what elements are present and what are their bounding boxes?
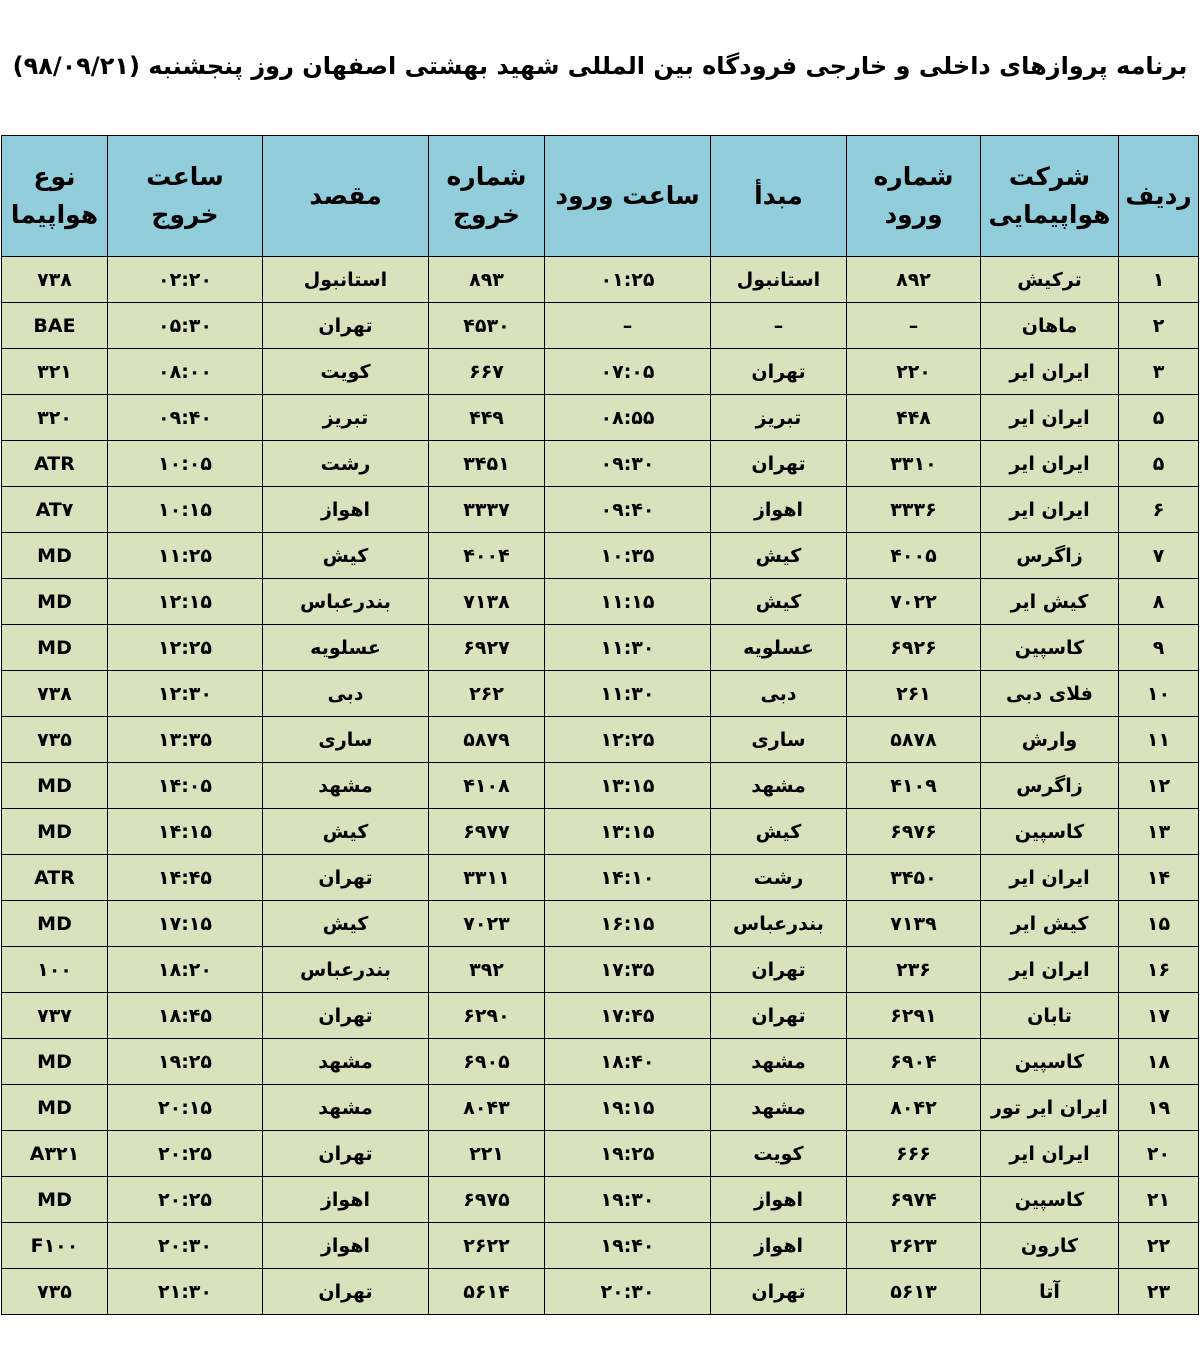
cell-aircraft-type: AT۷ [2, 487, 108, 533]
cell-destination: کیش [263, 809, 429, 855]
cell-aircraft-type: MD [2, 533, 108, 579]
header-departure-number: شماره خروج [429, 136, 545, 257]
cell-departure-number: ۲۶۲۲ [429, 1223, 545, 1269]
cell-row-number: ۲۰ [1119, 1131, 1199, 1177]
cell-origin: تبریز [711, 395, 847, 441]
cell-departure-number: ۲۶۲ [429, 671, 545, 717]
cell-aircraft-type: ۳۲۱ [2, 349, 108, 395]
cell-aircraft-type: BAE [2, 303, 108, 349]
cell-airline: ایران ایر [981, 441, 1119, 487]
table-header-row [2, 136, 1199, 257]
cell-destination: عسلویه [263, 625, 429, 671]
cell-departure-number: ۶۹۰۵ [429, 1039, 545, 1085]
cell-aircraft-type: MD [2, 1177, 108, 1223]
cell-arrival-time: ۰۹:۳۰ [545, 441, 711, 487]
cell-origin: رشت [711, 855, 847, 901]
table-row [2, 671, 1199, 717]
cell-arrival-number: ۶۲۹۱ [847, 993, 981, 1039]
cell-airline: آتا [981, 1269, 1119, 1315]
table-row [2, 717, 1199, 763]
cell-arrival-number: ۲۶۲۳ [847, 1223, 981, 1269]
cell-origin: کیش [711, 533, 847, 579]
cell-row-number: ۸ [1119, 579, 1199, 625]
cell-origin: تهران [711, 1269, 847, 1315]
cell-destination: مشهد [263, 763, 429, 809]
cell-departure-number: ۸۹۳ [429, 257, 545, 303]
cell-departure-number: ۶۲۹۰ [429, 993, 545, 1039]
header-arrival-time: ساعت ورود [545, 136, 711, 257]
cell-departure-number: ۳۳۳۷ [429, 487, 545, 533]
cell-airline: ایران ایر تور [981, 1085, 1119, 1131]
cell-departure-number: ۶۹۲۷ [429, 625, 545, 671]
cell-row-number: ۱۹ [1119, 1085, 1199, 1131]
cell-departure-time: ۱۳:۳۵ [108, 717, 263, 763]
cell-arrival-time: ۰۹:۴۰ [545, 487, 711, 533]
cell-airline: کاسپین [981, 809, 1119, 855]
cell-aircraft-type: ۳۲۰ [2, 395, 108, 441]
cell-airline: ایران ایر [981, 947, 1119, 993]
cell-origin: اهواز [711, 1177, 847, 1223]
table-row [2, 395, 1199, 441]
cell-arrival-time: ۱۹:۱۵ [545, 1085, 711, 1131]
cell-arrival-number: ۷۱۳۹ [847, 901, 981, 947]
header-departure-time: ساعت خروج [108, 136, 263, 257]
header-destination: مقصد [263, 136, 429, 257]
cell-arrival-number: ۶۹۲۶ [847, 625, 981, 671]
cell-airline: ایران ایر [981, 349, 1119, 395]
header-airline: شرکت هواپیمایی [981, 136, 1119, 257]
cell-arrival-time: ۱۹:۴۰ [545, 1223, 711, 1269]
cell-airline: کاسپین [981, 1039, 1119, 1085]
cell-departure-time: ۲۰:۲۵ [108, 1131, 263, 1177]
cell-destination: بندرعباس [263, 947, 429, 993]
cell-destination: تبریز [263, 395, 429, 441]
table-row [2, 1085, 1199, 1131]
cell-airline: کارون [981, 1223, 1119, 1269]
cell-aircraft-type: ATR [2, 855, 108, 901]
cell-departure-time: ۱۷:۱۵ [108, 901, 263, 947]
cell-row-number: ۲ [1119, 303, 1199, 349]
cell-departure-number: ۶۹۷۷ [429, 809, 545, 855]
cell-departure-number: ۳۳۱۱ [429, 855, 545, 901]
cell-departure-time: ۱۸:۴۵ [108, 993, 263, 1039]
cell-departure-time: ۱۰:۱۵ [108, 487, 263, 533]
cell-departure-number: ۷۱۳۸ [429, 579, 545, 625]
cell-arrival-number: ۴۰۰۵ [847, 533, 981, 579]
cell-origin: مشهد [711, 1085, 847, 1131]
cell-origin: دبی [711, 671, 847, 717]
cell-departure-number: ۵۸۷۹ [429, 717, 545, 763]
cell-row-number: ۱۶ [1119, 947, 1199, 993]
cell-arrival-number: ۲۲۰ [847, 349, 981, 395]
cell-departure-time: ۱۴:۱۵ [108, 809, 263, 855]
cell-arrival-time: ۱۶:۱۵ [545, 901, 711, 947]
cell-departure-number: ۴۵۳۰ [429, 303, 545, 349]
cell-departure-time: ۱۸:۲۰ [108, 947, 263, 993]
cell-aircraft-type: MD [2, 1085, 108, 1131]
cell-airline: ایران ایر [981, 395, 1119, 441]
cell-origin: کویت [711, 1131, 847, 1177]
cell-row-number: ۷ [1119, 533, 1199, 579]
table-row [2, 533, 1199, 579]
cell-origin: تهران [711, 993, 847, 1039]
cell-aircraft-type: ۷۳۸ [2, 671, 108, 717]
cell-arrival-time: ۰۱:۲۵ [545, 257, 711, 303]
cell-departure-time: ۰۸:۰۰ [108, 349, 263, 395]
cell-row-number: ۲۳ [1119, 1269, 1199, 1315]
cell-departure-number: ۴۰۰۴ [429, 533, 545, 579]
cell-airline: کاسپین [981, 1177, 1119, 1223]
cell-origin: استانبول [711, 257, 847, 303]
cell-arrival-time: ۰۸:۵۵ [545, 395, 711, 441]
cell-origin: مشهد [711, 763, 847, 809]
cell-arrival-number: ۸۰۴۲ [847, 1085, 981, 1131]
cell-destination: استانبول [263, 257, 429, 303]
cell-departure-number: ۵۶۱۴ [429, 1269, 545, 1315]
cell-row-number: ۱۰ [1119, 671, 1199, 717]
cell-departure-number: ۸۰۴۳ [429, 1085, 545, 1131]
cell-destination: اهواز [263, 487, 429, 533]
cell-origin: تهران [711, 947, 847, 993]
table-row [2, 625, 1199, 671]
cell-row-number: ۱۳ [1119, 809, 1199, 855]
cell-origin: اهواز [711, 1223, 847, 1269]
cell-airline: ایران ایر [981, 1131, 1119, 1177]
cell-destination: ساری [263, 717, 429, 763]
cell-airline: زاگرس [981, 763, 1119, 809]
cell-airline: فلای دبی [981, 671, 1119, 717]
cell-row-number: ۱۴ [1119, 855, 1199, 901]
cell-arrival-time: ۱۱:۳۰ [545, 625, 711, 671]
cell-arrival-number: ۶۹۰۴ [847, 1039, 981, 1085]
cell-departure-number: ۷۰۲۳ [429, 901, 545, 947]
cell-departure-time: ۱۲:۲۵ [108, 625, 263, 671]
cell-arrival-time: ۱۷:۴۵ [545, 993, 711, 1039]
table-row [2, 1039, 1199, 1085]
cell-arrival-time: ۱۴:۱۰ [545, 855, 711, 901]
table-row [2, 809, 1199, 855]
cell-destination: تهران [263, 1131, 429, 1177]
table-row [2, 993, 1199, 1039]
cell-arrival-number: ۵۶۱۳ [847, 1269, 981, 1315]
cell-aircraft-type: ۷۳۵ [2, 1269, 108, 1315]
header-arrival-number: شماره ورود [847, 136, 981, 257]
cell-arrival-time: ۱۹:۲۵ [545, 1131, 711, 1177]
cell-departure-number: ۳۴۵۱ [429, 441, 545, 487]
cell-departure-time: ۲۰:۱۵ [108, 1085, 263, 1131]
cell-arrival-number: – [847, 303, 981, 349]
cell-departure-time: ۰۹:۴۰ [108, 395, 263, 441]
cell-departure-time: ۲۱:۳۰ [108, 1269, 263, 1315]
cell-aircraft-type: MD [2, 809, 108, 855]
cell-row-number: ۵ [1119, 395, 1199, 441]
cell-airline: ماهان [981, 303, 1119, 349]
cell-arrival-time: ۱۸:۴۰ [545, 1039, 711, 1085]
cell-origin: اهواز [711, 487, 847, 533]
cell-row-number: ۱۱ [1119, 717, 1199, 763]
cell-arrival-time: ۱۱:۳۰ [545, 671, 711, 717]
cell-arrival-number: ۳۳۱۰ [847, 441, 981, 487]
cell-departure-number: ۶۶۷ [429, 349, 545, 395]
cell-aircraft-type: ۷۳۸ [2, 257, 108, 303]
cell-origin: ساری [711, 717, 847, 763]
cell-destination: کیش [263, 533, 429, 579]
cell-aircraft-type: MD [2, 763, 108, 809]
cell-aircraft-type: MD [2, 579, 108, 625]
cell-departure-time: ۱۲:۱۵ [108, 579, 263, 625]
cell-arrival-time: ۱۲:۲۵ [545, 717, 711, 763]
cell-departure-number: ۴۱۰۸ [429, 763, 545, 809]
cell-row-number: ۱۷ [1119, 993, 1199, 1039]
header-row-number: ردیف [1119, 136, 1199, 257]
cell-destination: مشهد [263, 1085, 429, 1131]
table-row [2, 441, 1199, 487]
cell-destination: اهواز [263, 1177, 429, 1223]
cell-row-number: ۱۲ [1119, 763, 1199, 809]
page-title: برنامه پروازهای داخلی و خارجی فرودگاه بین المللی شهید بهشتی اصفهان روز پنجشنبه (۹۸/۰۹/۲۱) [12, 52, 1188, 80]
table-row [2, 1223, 1199, 1269]
table-row [2, 579, 1199, 625]
cell-aircraft-type: ۷۳۵ [2, 717, 108, 763]
cell-departure-time: ۱۱:۲۵ [108, 533, 263, 579]
cell-departure-time: ۱۹:۲۵ [108, 1039, 263, 1085]
table-row [2, 1131, 1199, 1177]
cell-departure-time: ۱۴:۰۵ [108, 763, 263, 809]
cell-arrival-time: ۱۳:۱۵ [545, 809, 711, 855]
cell-destination: تهران [263, 1269, 429, 1315]
cell-airline: تابان [981, 993, 1119, 1039]
cell-arrival-time: ۱۱:۱۵ [545, 579, 711, 625]
cell-row-number: ۶ [1119, 487, 1199, 533]
cell-aircraft-type: MD [2, 1039, 108, 1085]
cell-departure-time: ۱۲:۳۰ [108, 671, 263, 717]
cell-row-number: ۲۲ [1119, 1223, 1199, 1269]
cell-aircraft-type: ۷۳۷ [2, 993, 108, 1039]
cell-arrival-time: ۱۷:۳۵ [545, 947, 711, 993]
cell-origin: بندرعباس [711, 901, 847, 947]
cell-aircraft-type: MD [2, 625, 108, 671]
table-row [2, 1269, 1199, 1315]
cell-row-number: ۱۵ [1119, 901, 1199, 947]
cell-arrival-number: ۶۶۶ [847, 1131, 981, 1177]
cell-arrival-time: – [545, 303, 711, 349]
cell-row-number: ۹ [1119, 625, 1199, 671]
table-body [2, 257, 1199, 1315]
cell-aircraft-type: F۱۰۰ [2, 1223, 108, 1269]
cell-arrival-number: ۳۳۳۶ [847, 487, 981, 533]
cell-row-number: ۱۸ [1119, 1039, 1199, 1085]
cell-airline: ایران ایر [981, 855, 1119, 901]
cell-arrival-time: ۰۷:۰۵ [545, 349, 711, 395]
cell-row-number: ۵ [1119, 441, 1199, 487]
cell-arrival-time: ۲۰:۳۰ [545, 1269, 711, 1315]
cell-airline: وارش [981, 717, 1119, 763]
cell-airline: زاگرس [981, 533, 1119, 579]
cell-row-number: ۳ [1119, 349, 1199, 395]
cell-departure-time: ۰۲:۲۰ [108, 257, 263, 303]
table-row [2, 303, 1199, 349]
table-row [2, 947, 1199, 993]
cell-arrival-number: ۲۶۱ [847, 671, 981, 717]
cell-airline: ایران ایر [981, 487, 1119, 533]
table-row [2, 1177, 1199, 1223]
cell-origin: تهران [711, 349, 847, 395]
cell-arrival-time: ۱۹:۳۰ [545, 1177, 711, 1223]
cell-destination: رشت [263, 441, 429, 487]
cell-destination: اهواز [263, 1223, 429, 1269]
cell-departure-time: ۱۰:۰۵ [108, 441, 263, 487]
cell-origin: کیش [711, 809, 847, 855]
cell-row-number: ۱ [1119, 257, 1199, 303]
table-row [2, 763, 1199, 809]
cell-aircraft-type: MD [2, 901, 108, 947]
cell-origin: تهران [711, 441, 847, 487]
cell-arrival-number: ۶۹۷۶ [847, 809, 981, 855]
cell-airline: ترکیش [981, 257, 1119, 303]
cell-airline: کیش ایر [981, 901, 1119, 947]
cell-departure-number: ۴۴۹ [429, 395, 545, 441]
table-row [2, 855, 1199, 901]
cell-destination: بندرعباس [263, 579, 429, 625]
cell-departure-number: ۶۹۷۵ [429, 1177, 545, 1223]
header-origin: مبدأ [711, 136, 847, 257]
cell-departure-time: ۰۵:۳۰ [108, 303, 263, 349]
table-row [2, 349, 1199, 395]
cell-airline: کیش ایر [981, 579, 1119, 625]
cell-aircraft-type: A۳۲۱ [2, 1131, 108, 1177]
cell-arrival-number: ۸۹۲ [847, 257, 981, 303]
flight-schedule-table [1, 135, 1199, 1315]
cell-arrival-number: ۵۸۷۸ [847, 717, 981, 763]
cell-arrival-number: ۷۰۲۲ [847, 579, 981, 625]
table-row [2, 257, 1199, 303]
cell-arrival-time: ۱۰:۳۵ [545, 533, 711, 579]
cell-departure-time: ۲۰:۳۰ [108, 1223, 263, 1269]
cell-destination: تهران [263, 993, 429, 1039]
cell-arrival-number: ۶۹۷۴ [847, 1177, 981, 1223]
cell-destination: کویت [263, 349, 429, 395]
cell-destination: کیش [263, 901, 429, 947]
cell-row-number: ۲۱ [1119, 1177, 1199, 1223]
cell-departure-time: ۲۰:۲۵ [108, 1177, 263, 1223]
cell-arrival-number: ۳۴۵۰ [847, 855, 981, 901]
header-aircraft-type: نوع هواپیما [2, 136, 108, 257]
cell-aircraft-type: ۱۰۰ [2, 947, 108, 993]
table-row [2, 487, 1199, 533]
cell-destination: دبی [263, 671, 429, 717]
cell-origin: عسلویه [711, 625, 847, 671]
cell-destination: تهران [263, 855, 429, 901]
cell-destination: مشهد [263, 1039, 429, 1085]
cell-aircraft-type: ATR [2, 441, 108, 487]
cell-origin: کیش [711, 579, 847, 625]
cell-origin: – [711, 303, 847, 349]
cell-origin: مشهد [711, 1039, 847, 1085]
cell-destination: تهران [263, 303, 429, 349]
cell-arrival-time: ۱۳:۱۵ [545, 763, 711, 809]
cell-arrival-number: ۴۴۸ [847, 395, 981, 441]
cell-departure-number: ۲۲۱ [429, 1131, 545, 1177]
cell-airline: کاسپین [981, 625, 1119, 671]
cell-departure-time: ۱۴:۴۵ [108, 855, 263, 901]
cell-departure-number: ۳۹۲ [429, 947, 545, 993]
table-row [2, 901, 1199, 947]
cell-arrival-number: ۴۱۰۹ [847, 763, 981, 809]
cell-arrival-number: ۲۳۶ [847, 947, 981, 993]
